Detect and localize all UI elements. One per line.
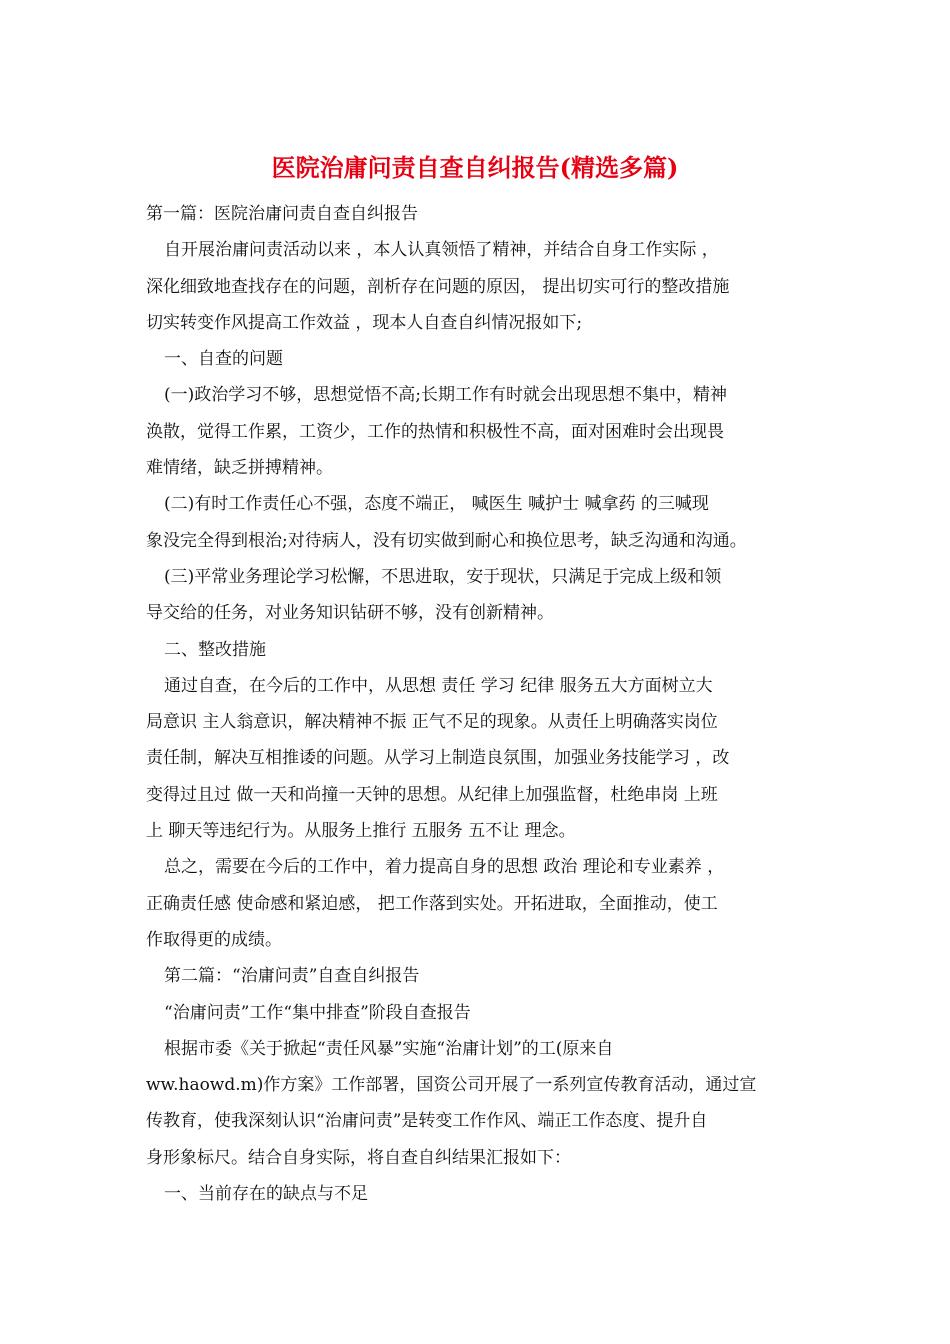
- paragraph-line: 自开展治庸问责活动以来 ，本人认真领悟了精神，并结合自身工作实际 ，: [164, 240, 719, 261]
- paragraph-line: 上 聊天等违纪行为。从服务上推行 五服务 五不让 理念。: [146, 821, 576, 842]
- paragraph-line: (三)平常业务理论学习松懈，不思进取，安于现状，只满足于完成上级和领: [164, 566, 722, 587]
- paragraph-line: 涣散，觉得工作累，工资少，工作的热情和积极性不高，面对困难时会出现畏: [146, 421, 724, 442]
- document-title: 医院治庸问责自查自纠报告(精选多篇): [271, 153, 679, 182]
- document-body: [146, 196, 826, 1212]
- paragraph-line: ww.haowd.m)作方案》工作部署，国资公司开展了一系列宣传教育活动，通过宣: [146, 1075, 757, 1096]
- paragraph-line: 根据市委《关于掀起“责任风暴”实施“治庸计划”的工(原来自: [164, 1038, 614, 1059]
- paragraph-line: 局意识 主人翁意识，解决精神不振 正气不足的现象。从责任上明确落实岗位: [146, 712, 718, 733]
- paragraph-line: 作取得更的成绩。: [146, 929, 282, 950]
- paragraph-line: 通过自查，在今后的工作中，从思想 责任 学习 纪律 服务五大方面树立大: [164, 675, 713, 696]
- section-heading: 第一篇：医院治庸问责自查自纠报告: [146, 204, 418, 224]
- section-heading: “治庸问责”工作“集中排查”阶段自查报告: [164, 1002, 471, 1023]
- paragraph-line: 正确责任感 使命感和紧迫感， 把工作落到实处。开拓进取，全面推动，使工: [146, 893, 718, 914]
- section-heading: 第二篇：“治庸问责”自查自纠报告: [164, 966, 420, 987]
- paragraph-line: 传教育，使我深刻认识“治庸问责”是转变工作作风、端正工作态度、提升自: [146, 1111, 708, 1132]
- paragraph-line: 切实转变作风提高工作效益 ，现本人自查自纠情况报如下;: [146, 312, 583, 333]
- paragraph-line: 深化细致地查找存在的问题，剖析存在问题的原因， 提出切实可行的整改措施: [146, 276, 730, 297]
- paragraph-line: 导交给的任务，对业务知识钻研不够，没有创新精神。: [146, 603, 554, 624]
- paragraph-line: (一)政治学习不够，思想觉悟不高;长期工作有时就会出现思想不集中，精神: [164, 385, 727, 406]
- section-heading: 一、当前存在的缺点与不足: [164, 1184, 368, 1205]
- section-heading: 一、自查的问题: [164, 349, 283, 370]
- paragraph-line: 变得过且过 做一天和尚撞一天钟的思想。从纪律上加强监督，杜绝串岗 上班: [146, 784, 718, 805]
- paragraph-line: 责任制，解决互相推诿的问题。从学习上制造良氛围，加强业务技能学习 ，改: [146, 748, 730, 769]
- paragraph-line: (二)有时工作责任心不强，态度不端正， 喊医生 喊护士 喊拿药 的三喊现: [164, 494, 709, 515]
- section-heading: 二、整改措施: [164, 639, 266, 660]
- paragraph-line: 总之，需要在今后的工作中，着力提高自身的思想 政治 理论和专业素养 ，: [164, 857, 725, 878]
- paragraph-line: 难情绪，缺乏拼搏精神。: [146, 458, 333, 479]
- paragraph-line: 身形象标尺。结合自身实际，将自查自纠结果汇报如下：: [146, 1147, 571, 1168]
- paragraph-line: 象没完全得到根治;对待病人，没有切实做到耐心和换位思考，缺乏沟通和沟通。: [146, 530, 747, 551]
